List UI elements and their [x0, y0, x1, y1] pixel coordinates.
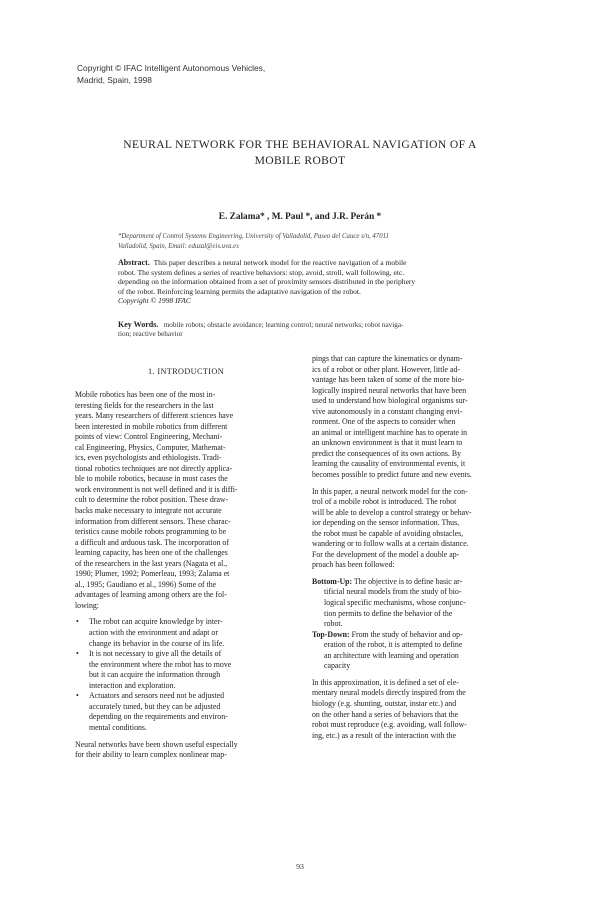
bullet-icon: •: [76, 691, 79, 701]
text-line: learning capacity, has been one of the challenges: [75, 548, 228, 558]
keywords: [118, 320, 500, 339]
text-line: an unknown environment is that it must learn to: [312, 438, 463, 448]
bullet-icon: •: [76, 649, 79, 659]
definition-term: Bottom-Up:: [312, 576, 353, 586]
list-item-line: action with the environment and adapt or: [89, 628, 218, 638]
text-line: For the development of the model a double ap-: [312, 549, 460, 559]
author-affiliation: [118, 232, 498, 251]
list-item-line: interaction and exploration.: [89, 680, 176, 690]
definition-text: From the study of behavior and op-: [351, 629, 463, 639]
definition-line: robot.: [324, 619, 343, 629]
text-line: logically inspired neural networks that have been: [312, 385, 467, 395]
definition-line: an architecture with learning and operation: [324, 650, 459, 660]
advantages-list: [75, 617, 297, 733]
text-line: cal Engineering, Physics, Computer, Mathemat-: [75, 442, 226, 452]
abstract-line: robot. The system defines a series of reactive behaviors: stop, avoid, stroll, wall following, etc.: [118, 267, 405, 277]
text-line: been interested in mobile robotics from different: [75, 421, 228, 431]
text-line: pings that can capture the kinematics or dynam-: [312, 354, 463, 363]
text-line: points of view: Control Engineering, Mechani-: [75, 432, 223, 442]
text-line: proach has been followed:: [312, 560, 395, 570]
text-line: an animal or intelligent machine has to operate in: [312, 427, 468, 437]
text-line: advantages of learning among others are the fol-: [75, 590, 227, 600]
text-line: mentary neural models directly inspired from the: [312, 688, 466, 698]
text-line: of the researchers in the last years (Nagata et al.,: [75, 558, 228, 568]
bullet-icon: •: [76, 617, 79, 627]
affiliation-line: *Department of Control Systems Engineering, University of Valladolid, Paseo del Cauce s/n, 47011: [118, 233, 389, 240]
text-line: years. Many researchers of different sciences have: [75, 411, 234, 421]
text-line: al., 1995; Gaudiano et al., 1996) Some of the: [75, 579, 217, 589]
text-line: In this approximation, it is defined a set of ele-: [312, 677, 459, 687]
text-line: used to understand how biological organisms sur-: [312, 396, 468, 406]
abstract-label: Abstract.: [118, 258, 150, 267]
text-line: biology (e.g. shunting, outstar, instar etc.) and: [312, 698, 457, 708]
text-line: In this paper, a neural network model for the con-: [312, 486, 468, 496]
text-line: on the other hand a series of behaviors that the: [312, 709, 459, 719]
body-paragraph: [312, 487, 534, 571]
keywords-line: mobile robots; obstacle avoidance; learning control; neural networks; robot naviga-: [163, 321, 404, 329]
text-line: ing, etc.) as a result of the interaction with the: [312, 730, 456, 740]
text-line: robot must reproduce (e.g. avoiding, wall follow-: [312, 720, 467, 730]
text-line: work environment is not well defined and it is diffi-: [75, 484, 238, 494]
text-line: trol of a mobile robot is introduced. The robot: [312, 497, 457, 507]
body-paragraph: [312, 678, 534, 741]
title-line: NEURAL NETWORK FOR THE BEHAVIORAL NAVIGATION OF A: [123, 138, 477, 151]
text-line: Mobile robotics has been one of the most in-: [75, 390, 216, 399]
text-line: wandering or to follow walls at a certain distance.: [312, 539, 469, 549]
intro-paragraph: [75, 740, 297, 761]
text-line: will be able to develop a control strategy or behav-: [312, 507, 472, 517]
copyright-line: Madrid, Spain, 1998: [77, 74, 152, 85]
definition-line: eration of the robot, it is attempted to define: [324, 640, 463, 650]
definition-line: tion permits to define the behavior of the: [324, 608, 453, 618]
list-item: [75, 691, 297, 733]
text-line: teristics cause mobile robots programming to be: [75, 527, 227, 537]
definition-line: tificial neural models from the study of bio-: [324, 587, 462, 597]
abstract-line: depending on the information obtained from a set of proximity sensors distributed in the periphery: [118, 277, 416, 287]
text-line: learning the causality of environmental events, it: [312, 459, 466, 469]
list-item: [75, 617, 297, 649]
list-item-line: but it can acquire the information through: [89, 670, 221, 680]
copyright-line: Copyright © IFAC Intelligent Autonomous Vehicles,: [77, 63, 266, 73]
copyright-notice: [77, 63, 297, 86]
text-line: ior depending on the sensor information. Thus,: [312, 518, 460, 528]
text-line: information from different sensors. These charac-: [75, 516, 231, 526]
definition-item: [312, 577, 534, 630]
body-paragraph: [312, 354, 534, 481]
paper-title: [70, 137, 530, 168]
paper-authors: E. Zalama* , M. Paul *, and J.R. Perán *: [218, 212, 382, 222]
definition-term: Top-Down:: [312, 629, 350, 639]
title-line: MOBILE ROBOT: [254, 153, 346, 167]
abstract: [118, 258, 500, 306]
keywords-line: tion; reactive behavior: [118, 330, 183, 338]
intro-paragraph: [75, 390, 297, 611]
list-item-line: The robot can acquire knowledge by inter-: [89, 617, 223, 627]
text-line: Neural networks have been shown useful especially: [75, 739, 238, 749]
list-item-line: accurately tuned, but they can be adjusted: [89, 701, 221, 711]
abstract-copyright: Copyright © 1998 IFAC: [118, 296, 191, 306]
definition-line: capacity: [324, 661, 351, 671]
definition-text: The objective is to define basic ar-: [353, 576, 463, 586]
list-item-line: the environment where the robot has to move: [89, 659, 232, 669]
list-item-line: mental conditions.: [89, 722, 147, 732]
definition-item: [312, 630, 534, 672]
left-column: [75, 366, 297, 761]
text-line: predict the consequences of its own actions. By: [312, 448, 461, 458]
definition-line: logical specific mechanisms, whose conjunc-: [324, 598, 466, 608]
text-line: vive autonomously in a constant changing envi-: [312, 406, 463, 416]
section-heading: 1. INTRODUCTION: [147, 367, 225, 376]
text-line: a difficult and arduous task. The incorporation of: [75, 537, 229, 547]
text-line: vantage has been taken of some of the more bio-: [312, 375, 465, 385]
page-number: 93: [296, 862, 304, 871]
text-line: 1990; Plumer, 1992; Pomerleau, 1993; Zalama et: [75, 569, 230, 579]
affiliation-line: Valladolid, Spain, Email: eduzal@eis.uva.es: [118, 242, 239, 250]
text-line: ble to mobile robotics, because in most cases the: [75, 474, 228, 484]
abstract-line: This paper describes a neural network model for the reactive navigation of a mobile: [153, 258, 407, 267]
text-line: ics of a robot or other plant. However, little ad-: [312, 364, 461, 374]
list-item-line: change its behavior in the course of its life.: [89, 638, 225, 648]
text-line: cult to determine the robot position. These draw-: [75, 495, 229, 505]
right-column: [312, 354, 534, 741]
text-line: becomes possible to predict future and new events.: [312, 470, 472, 480]
list-item-line: Actuators and sensors need not be adjusted: [89, 691, 225, 701]
text-line: tional robotics techniques are not directly applica-: [75, 463, 233, 473]
approach-list: [312, 577, 534, 672]
list-item-line: It is not necessary to give all the details of: [89, 649, 222, 659]
keywords-label: Key Words.: [118, 320, 159, 329]
text-line: backs make necessary to integrate not accurate: [75, 506, 222, 516]
text-line: lowing:: [75, 600, 99, 610]
text-line: teresting fields for the researchers in the last: [75, 400, 214, 410]
text-line: ronment. One of the aspects to consider when: [312, 417, 456, 427]
list-item-line: depending on the requirements and environ-: [89, 712, 228, 722]
list-item: [75, 649, 297, 691]
text-line: for their ability to learn complex nonlinear map-: [75, 750, 227, 760]
text-line: ics, even psychologists and ethiologists. Tradi-: [75, 453, 222, 463]
abstract-line: of the robot. Reinforcing learning permits the adaptative navigation of the robot.: [118, 286, 361, 296]
text-line: the robot must be capable of avoiding obstacles,: [312, 528, 464, 538]
